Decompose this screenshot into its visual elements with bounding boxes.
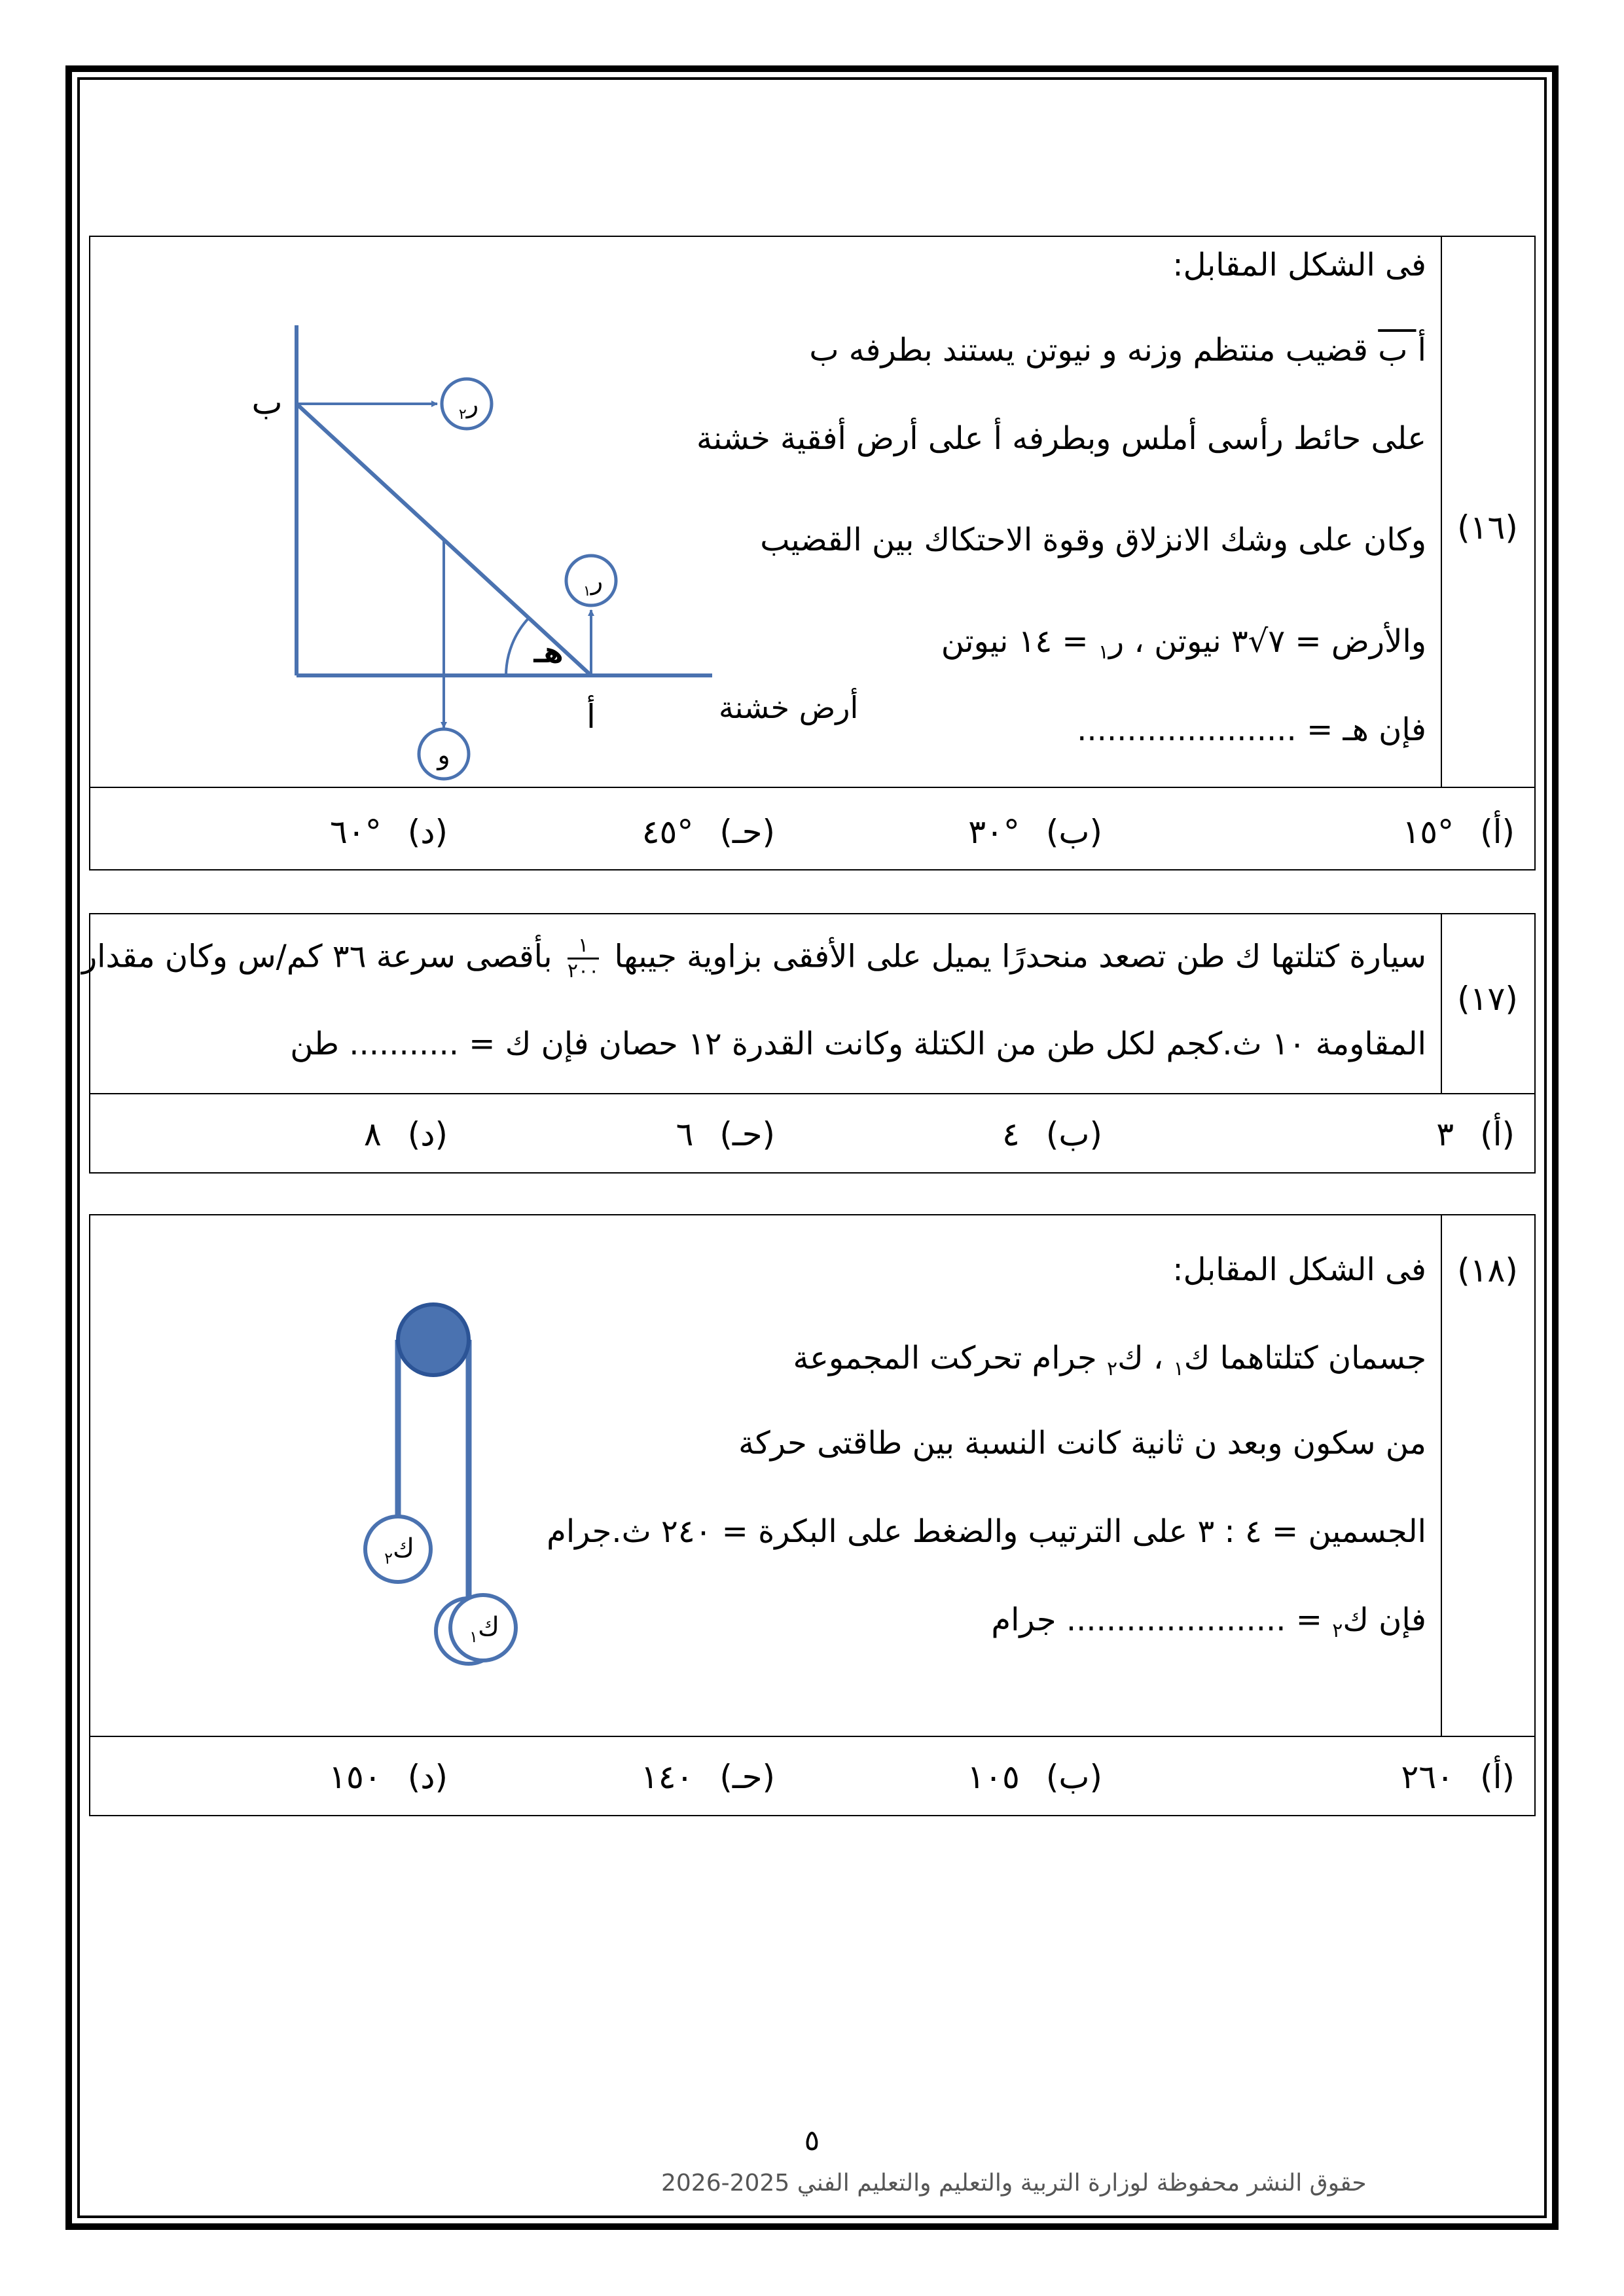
- option-value: ١٠٥: [967, 1758, 1020, 1796]
- option-d[interactable]: [364, 1115, 448, 1153]
- option-c[interactable]: [642, 813, 775, 851]
- q18-mass-k1: [444, 1588, 522, 1667]
- option-label: (حـ): [719, 813, 775, 851]
- copyright-notice: حقوق النشر محفوظة لوزارة التربية والتعليم والتعليم الفني 2025-2026: [661, 2170, 1367, 2197]
- label-w: و: [437, 740, 450, 770]
- q16-line-5-text: والأرض = ٧√٣ نيوتن ،: [1124, 623, 1426, 660]
- option-value: ٢٦٠: [1401, 1758, 1454, 1796]
- label-a: أ: [586, 698, 596, 736]
- option-d[interactable]: [329, 1758, 448, 1796]
- r1-subscript: ١: [1098, 641, 1109, 664]
- pulley-wheel: [398, 1304, 469, 1375]
- option-value: ٦: [676, 1115, 694, 1153]
- r1-symbol: ر: [1109, 623, 1125, 660]
- label-ground: أرض خشنة: [719, 690, 859, 725]
- question-18-box: [89, 1214, 1536, 1816]
- q18-line-1: فى الشكل المقابل:: [1172, 1251, 1426, 1288]
- option-label: (ب): [1045, 813, 1102, 851]
- option-c[interactable]: [641, 1758, 775, 1796]
- r1-letter: ر: [590, 566, 604, 595]
- question-number-column: [1441, 1215, 1534, 1736]
- option-label: (د): [407, 813, 448, 851]
- r1-sub: ١: [583, 583, 591, 600]
- k1-sub: ١: [469, 1628, 478, 1646]
- q18-line-5-a: فإن ك: [1343, 1602, 1426, 1638]
- k1-letter: ك: [477, 1612, 499, 1642]
- q18-line-2-c: جرام تحركت المجموعة: [793, 1340, 1107, 1376]
- r1-value: = ١٤ نيوتن: [941, 623, 1089, 660]
- q18-line-5: [991, 1602, 1426, 1642]
- k2-subscript: ٢: [1106, 1357, 1118, 1380]
- page-number: ٥: [804, 2124, 820, 2157]
- option-label: (أ): [1480, 1115, 1515, 1153]
- rod-ab-label: أ ب: [1378, 332, 1426, 368]
- q16-line-2: [809, 332, 1426, 368]
- option-value: ٣: [1436, 1115, 1454, 1153]
- label-r2: [459, 389, 478, 423]
- label-r1: [583, 566, 603, 600]
- q16-line-4: وكان على وشك الانزلاق وقوة الاحتكاك بين القضيب: [760, 522, 1426, 558]
- q18-options-row: [90, 1736, 1534, 1815]
- question-number-column: [1441, 237, 1534, 787]
- question-number: (١٦): [1457, 509, 1518, 547]
- q17-line-1: [82, 934, 1426, 983]
- r2-sub: ٢: [458, 406, 467, 423]
- q18-pulley-figure: [352, 1281, 549, 1621]
- k2-letter: ك: [392, 1534, 414, 1564]
- option-value: ٨: [363, 1115, 382, 1153]
- option-label: (ب): [1045, 1758, 1102, 1796]
- k1-subscript: ١: [1173, 1357, 1184, 1380]
- fraction-denominator: ٢٠٠: [567, 960, 600, 982]
- option-c[interactable]: [676, 1115, 775, 1153]
- q18-line-5-b: = ...................... جرام: [991, 1602, 1333, 1638]
- q18-line-2-b: ، ك: [1117, 1340, 1174, 1376]
- option-label: (أ): [1480, 1758, 1515, 1796]
- k2-subscript: ٢: [1332, 1619, 1343, 1642]
- q18-line-2-a: جسمان كتلتاهما ك: [1183, 1340, 1426, 1376]
- question-17-box: [81, 913, 1536, 1174]
- question-number-column: [1441, 914, 1534, 1093]
- q16-line-5: [941, 623, 1426, 664]
- option-value: ١٤٠: [640, 1758, 694, 1796]
- q16-rod-figure: [156, 283, 859, 780]
- sine-fraction: [568, 934, 599, 983]
- option-value: °٦٠: [330, 813, 382, 851]
- question-number: (١٧): [1457, 980, 1518, 1018]
- q18-line-4: الجسمين = ٤ : ٣ على الترتيب والضغط على البكرة = ٢٤٠ ث.جرام: [547, 1513, 1426, 1550]
- option-a[interactable]: [1402, 813, 1515, 851]
- option-a[interactable]: [1436, 1115, 1515, 1153]
- label-angle: هـ: [533, 636, 564, 670]
- option-label: (د): [407, 1115, 448, 1153]
- option-value: °١٥: [1402, 813, 1454, 851]
- q16-options-row: [90, 787, 1534, 869]
- q16-line-3: على حائط رأسى أملس وبطرفه أ على أرض أفقية خشنة: [696, 420, 1426, 457]
- q16-line-1: فى الشكل المقابل:: [1172, 247, 1426, 283]
- label-b: ب: [251, 384, 283, 422]
- option-value: ٤: [1002, 1115, 1020, 1153]
- fraction-numerator: ١: [568, 934, 599, 960]
- angle-arc: [506, 618, 529, 675]
- q17-options-row: [90, 1093, 1534, 1172]
- option-label: (أ): [1480, 813, 1515, 851]
- option-value: ١٥٠: [329, 1758, 382, 1796]
- option-label: (د): [407, 1758, 448, 1796]
- q17-line-2: المقاومة ١٠ ث.كجم لكل طن من الكتلة وكانت القدرة ١٢ حصان فإن ك = ........... طن: [290, 1026, 1426, 1062]
- question-number: (١٨): [1457, 1251, 1518, 1289]
- q16-line-2-text: قضيب منتظم وزنه و نيوتن يستند بطرفه ب: [809, 332, 1368, 368]
- option-b[interactable]: [968, 813, 1102, 851]
- r2-letter: ر: [466, 389, 479, 418]
- q18-line-2: [793, 1340, 1426, 1380]
- option-label: (ب): [1045, 1115, 1102, 1153]
- option-value: °٣٠: [968, 813, 1020, 851]
- option-value: °٤٥: [641, 813, 694, 851]
- option-a[interactable]: [1401, 1758, 1515, 1796]
- option-b[interactable]: [967, 1758, 1102, 1796]
- q16-line-6: فإن هـ = ......................: [1077, 711, 1426, 748]
- question-16-box: [89, 236, 1536, 870]
- option-b[interactable]: [1002, 1115, 1102, 1153]
- q17-line-1-a: سيارة كتلتها ك طن تصعد منحدرًا يميل على الأفقى بزاوية جيبها: [614, 938, 1426, 975]
- q18-line-3: من سكون وبعد ن ثانية كانت النسبة بين طاقتى حركة: [738, 1425, 1426, 1462]
- option-label: (حـ): [719, 1115, 775, 1153]
- option-d[interactable]: [330, 813, 448, 851]
- k2-sub: ٢: [384, 1549, 393, 1568]
- option-label: (حـ): [719, 1758, 775, 1796]
- q17-line-1-b: بأقصى سرعة ٣٦ كم/س وكان مقدار: [81, 938, 552, 975]
